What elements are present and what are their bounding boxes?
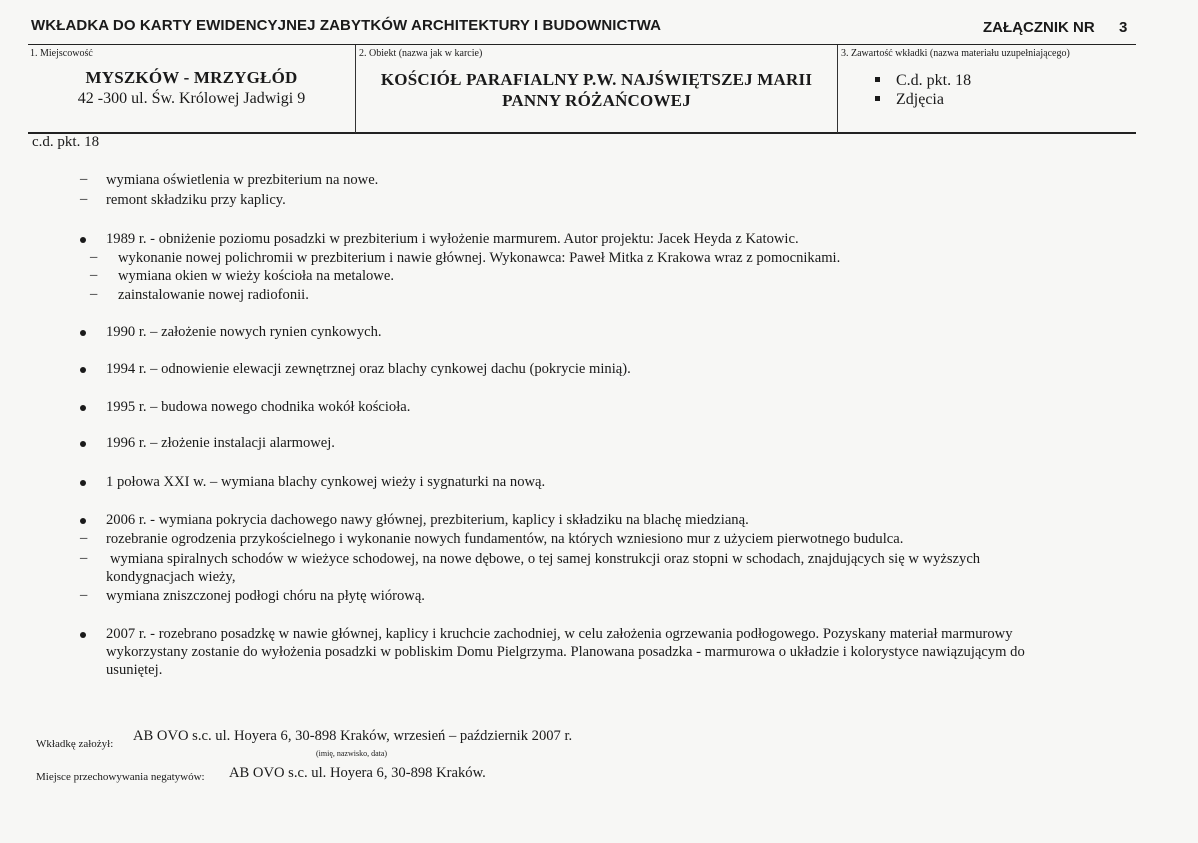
list-item: rozebranie ogrodzenia przykościelnego i wykonanie nowych fundamentów, na których wzniesiono mur z użyciem pierwotnego budulca. [106, 531, 904, 547]
column-divider [837, 45, 838, 133]
list-item: 1 połowa XXI w. – wymiana blachy cynkowej wieży i sygnaturki na nową. [106, 474, 546, 490]
list-item-continuation: wykorzystany zostanie do wyłożenia posadzki w pobliskim Domu Pielgrzyma. Planowana posadzka - marmurowa o układzie i kolorystyce nawiązującym do [106, 644, 1025, 660]
contents-item: C.d. pkt. 18 [875, 72, 971, 90]
storage-label: Miejsce przechowywania negatywów: [36, 771, 205, 783]
dash-bullet: – [90, 286, 98, 302]
bullet-icon [80, 405, 86, 411]
dash-bullet: – [80, 530, 88, 546]
document-title: WKŁADKA DO KARTY EWIDENCYJNEJ ZABYTKÓW ARCHITEKTURY I BUDOWNICTWA [31, 17, 662, 34]
list-item: 1995 r. – budowa nowego chodnika wokół kościoła. [106, 399, 411, 415]
list-item: remont składziku przy kaplicy. [106, 192, 286, 208]
list-item: wymiana zniszczonej podłogi chóru na płytę wiórową. [106, 588, 425, 604]
object-name-line-2: PANNY RÓŻAŃCOWEJ [502, 91, 691, 110]
locality-address: 42 -300 ul. Św. Królowej Jadwigi 9 [77, 90, 306, 107]
column-1-label: 1. Miejscowość [30, 48, 93, 59]
annex-number: 3 [1119, 19, 1128, 36]
list-item: 1996 r. – złożenie instalacji alarmowej. [106, 435, 335, 451]
list-item: 1989 r. - obniżenie poziomu posadzki w prezbiterium i wyłożenie marmurem. Autor projektu: Jacek Heyda z Katowic. [106, 231, 799, 247]
bullet-icon [80, 367, 86, 373]
storage-value: AB OVO s.c. ul. Hoyera 6, 30-898 Kraków. [229, 765, 486, 781]
author-value: AB OVO s.c. ul. Hoyera 6, 30-898 Kraków, wrzesień – październik 2007 r. [133, 728, 573, 744]
bullet-icon [80, 480, 86, 486]
column-2-label: 2. Obiekt (nazwa jak w karcie) [359, 48, 483, 59]
list-item-continuation: usuniętej. [106, 662, 163, 678]
list-item: 2006 r. - wymiana pokrycia dachowego nawy głównej, prezbiterium, kaplicy i składziku na blachę miedzianą. [106, 512, 749, 528]
bullet-icon [80, 518, 86, 524]
bullet-icon [80, 237, 86, 243]
continuation-label: c.d. pkt. 18 [32, 134, 100, 150]
column-3-label: 3. Zawartość wkładki (nazwa materiału uzupełniającego) [841, 48, 1070, 59]
contents-item: Zdjęcia [875, 91, 944, 109]
square-bullet-icon [875, 77, 880, 82]
list-item: wymiana spiralnych schodów w wieżyce schodowej, na nowe dębowe, o tej samej konstrukcji oraz stopni w schodach, znajdujących się w wyższych [110, 551, 981, 567]
locality-name: MYSZKÓW - MRZYGŁÓD [85, 68, 298, 87]
list-item: wymiana okien w wieży kościoła na metalowe. [118, 268, 394, 284]
bullet-icon [80, 632, 86, 638]
dash-bullet: – [80, 550, 88, 566]
bullet-icon [80, 330, 86, 336]
list-item: wykonanie nowej polichromii w prezbiterium i nawie głównej. Wykonawca: Paweł Mitka z Krakowa wraz z pomocnikami. [118, 250, 841, 266]
author-label: Wkładkę założył: [36, 738, 114, 750]
dash-bullet: – [80, 191, 88, 207]
list-item: 1994 r. – odnowienie elewacji zewnętrznej oraz blachy cynkowej dachu (pokrycie minią). [106, 361, 631, 377]
annex-label: ZAŁĄCZNIK NR [983, 19, 1095, 36]
dash-bullet: – [80, 171, 88, 187]
dash-bullet: – [90, 249, 98, 265]
dash-bullet: – [90, 267, 98, 283]
author-note: (imię, nazwisko, data) [316, 749, 388, 758]
list-item: 1990 r. – założenie nowych rynien cynkowych. [106, 324, 382, 340]
list-item: zainstalowanie nowej radiofonii. [118, 287, 309, 303]
list-item: 2007 r. - rozebrano posadzkę w nawie głównej, kaplicy i kruchcie zachodniej, w celu założenia ogrzewania podłogowego. Pozyskany materiał marmurowy [106, 626, 1013, 642]
list-item: wymiana oświetlenia w prezbiterium na nowe. [106, 172, 379, 188]
header-table [28, 44, 1136, 134]
object-name-line-1: KOŚCIÓŁ PARAFIALNY P.W. NAJŚWIĘTSZEJ MARII [380, 70, 813, 89]
square-bullet-icon [875, 96, 880, 101]
bullet-icon [80, 441, 86, 447]
dash-bullet: – [80, 587, 88, 603]
list-item-continuation: kondygnacjach wieży, [106, 569, 236, 585]
